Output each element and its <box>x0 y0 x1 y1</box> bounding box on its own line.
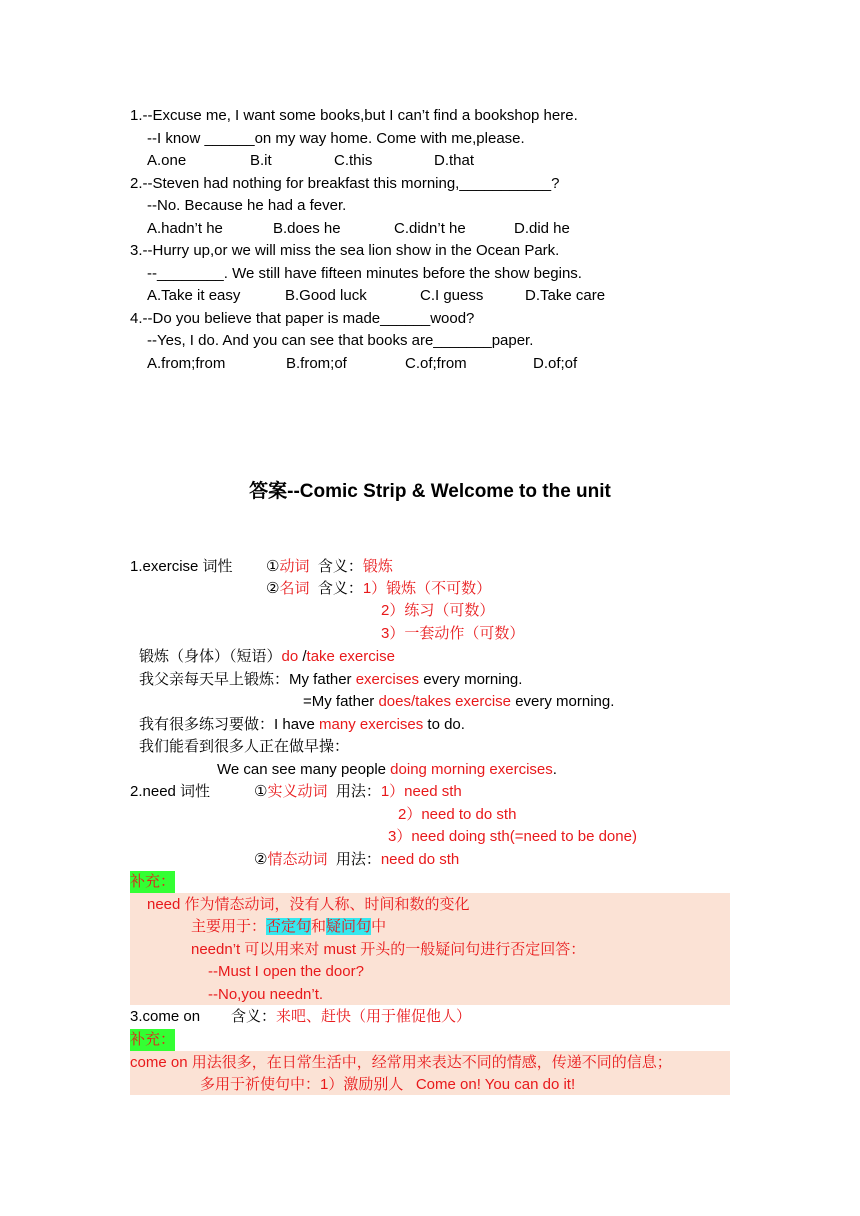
question-sentence-highlight: 疑问句 <box>326 918 372 935</box>
cn: 我父亲每天早上锻炼： <box>139 671 290 688</box>
negative-sentence-highlight: 否定句 <box>266 918 312 935</box>
en-b: does/takes exercise <box>378 693 512 710</box>
exercise-example4-cn: 我们能看到很多人正在做早操： <box>139 738 350 755</box>
q2-option-d: D.did he <box>514 220 570 237</box>
usage-label: 用法： <box>335 783 381 800</box>
en-a: My father <box>289 671 356 688</box>
phrase-do: do <box>281 648 303 665</box>
q4-option-c: C.of;from <box>405 355 467 372</box>
en-c: every morning. <box>511 693 615 710</box>
q1-option-b: B.it <box>250 152 272 169</box>
exercise-phrase <box>139 647 395 667</box>
pos-noun: 名词 <box>279 580 310 597</box>
q3-option-b: B.Good luck <box>285 287 367 304</box>
q1-line2: --I know ______on my way home. Come with me,please. <box>147 130 525 147</box>
supp2-e: 中 <box>371 918 387 935</box>
q1-line1: 1.--Excuse me, I want some books,but I can’t find a bookshop here. <box>130 107 578 124</box>
usage-text: 1）need sth <box>380 783 462 800</box>
q1-option-a: A.one <box>147 152 187 169</box>
q4-line2: --Yes, I do. And you can see that books are_______paper. <box>147 332 534 349</box>
q4-option-d: D.of;of <box>533 355 578 372</box>
pos-verb: 动词 <box>279 558 310 575</box>
meaning-text: 来吧、赶快（用于催促他人） <box>276 1008 472 1025</box>
exercise-example2 <box>303 692 614 712</box>
need-usage2 <box>254 850 459 870</box>
need-supp4: --Must I open the door? <box>208 963 364 980</box>
meaning-text: 锻炼 <box>362 558 393 575</box>
q4-option-a: A.from;from <box>147 355 226 372</box>
comeon-meaning <box>231 1007 471 1027</box>
en-b: doing morning exercises <box>390 761 553 778</box>
en-a: We can see many people <box>217 761 391 778</box>
q3-option-a: A.Take it easy <box>147 287 241 304</box>
q2-option-a: A.hadn’t he <box>147 220 223 237</box>
need-supp5: --No,you needn’t. <box>208 986 324 1003</box>
pos: 情态动词 <box>267 851 328 868</box>
usage-text: need do sth <box>380 851 460 868</box>
comeon-supp2: 多用于祈使句中：1）激励别人 Come on! You can do it! <box>200 1076 576 1093</box>
exercise-meaning2-2: 2）练习（可数） <box>381 602 495 619</box>
en-a: =My father <box>303 693 379 710</box>
en-b: many exercises <box>319 716 424 733</box>
en-c: to do. <box>423 716 465 733</box>
q3-option-c: C.I guess <box>420 287 484 304</box>
q2-option-c: C.didn’t he <box>394 220 466 237</box>
exercise-example3 <box>139 715 465 735</box>
en-a: I have <box>274 716 320 733</box>
q1-option-d: D.that <box>434 152 475 169</box>
supplement-label: 补充： <box>130 871 175 893</box>
phrase-slash: / <box>302 648 307 665</box>
num: ① <box>254 783 268 800</box>
meaning-label: 含义： <box>317 580 363 597</box>
en-b: exercises <box>355 671 420 688</box>
answer-title: 答案--Comic Strip & Welcome to the unit <box>249 481 611 502</box>
need-usage1 <box>254 782 462 802</box>
comeon-head: 3.come on <box>130 1008 201 1025</box>
usage-label: 用法： <box>335 851 381 868</box>
exercise-head: 1.exercise 词性 <box>130 558 233 575</box>
need-supp1: need 作为情态动词，没有人称、时间和数的变化 <box>147 896 470 913</box>
q4-line1: 4.--Do you believe that paper is made______wood? <box>130 310 475 327</box>
q4-option-b: B.from;of <box>286 355 347 372</box>
need-head: 2.need 词性 <box>130 783 211 800</box>
need-supp3: needn’t 可以用来对 must 开头的一般疑问句进行否定回答： <box>191 941 586 958</box>
num: ② <box>266 580 280 597</box>
en-c: every morning. <box>419 671 523 688</box>
phrase-cn: 锻炼（身体）（短语） <box>139 648 282 665</box>
supp2-a: 主要用于： <box>191 918 267 935</box>
pos: 实义动词 <box>267 783 328 800</box>
meaning-text: 1）锻炼（不可数） <box>362 580 492 597</box>
supplement-label-2: 补充： <box>130 1029 175 1051</box>
num: ② <box>254 851 268 868</box>
q2-line2: --No. Because he had a fever. <box>147 197 347 214</box>
exercise-meaning2 <box>266 579 491 599</box>
supp2-c: 和 <box>311 918 327 935</box>
q2-line1: 2.--Steven had nothing for breakfast this morning,___________? <box>130 175 560 192</box>
comeon-supp1: come on 用法很多，在日常生活中，经常用来表达不同的情感，传递不同的信息； <box>130 1054 672 1071</box>
q3-line1: 3.--Hurry up,or we will miss the sea lion show in the Ocean Park. <box>130 242 560 259</box>
need-usage1-3: 3）need doing sth(=need to be done) <box>388 828 637 845</box>
q1-option-c: C.this <box>334 152 373 169</box>
cn: 我有很多练习要做： <box>139 716 275 733</box>
exercise-meaning2-3: 3）一套动作（可数） <box>381 625 525 642</box>
need-supp2 <box>191 917 386 937</box>
exercise-example1 <box>139 670 522 690</box>
need-usage1-2: 2）need to do sth <box>398 806 517 823</box>
q3-option-d: D.Take care <box>525 287 606 304</box>
en-c: . <box>552 761 557 778</box>
meaning-label: 含义： <box>231 1008 277 1025</box>
exercise-example4-en <box>217 760 557 780</box>
exercise-meaning1 <box>266 557 393 577</box>
num: ① <box>266 558 280 575</box>
q2-option-b: B.does he <box>273 220 341 237</box>
phrase-take: take exercise <box>306 648 395 665</box>
meaning-label: 含义： <box>317 558 363 575</box>
q3-line2: --________. We still have fifteen minutes before the show begins. <box>147 265 582 282</box>
